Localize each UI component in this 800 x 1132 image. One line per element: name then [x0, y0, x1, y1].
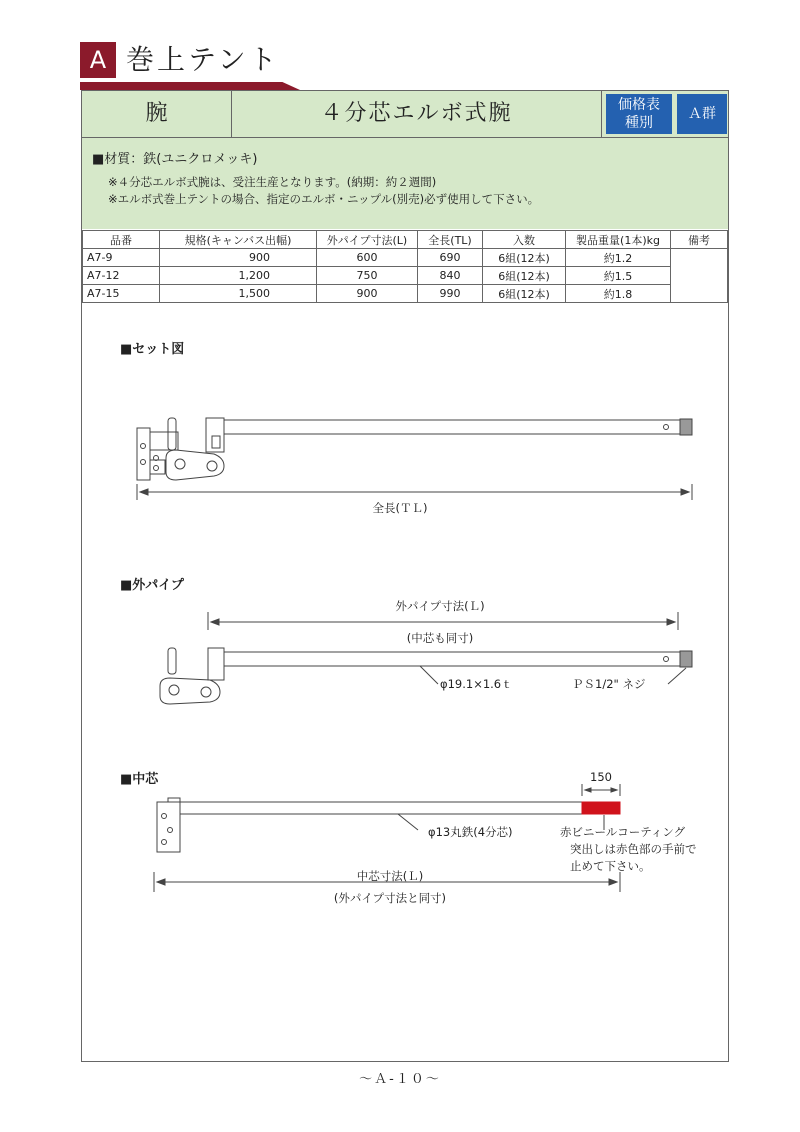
price-group-value: Ａ群 — [677, 94, 727, 134]
table-row — [83, 267, 728, 285]
coat-note-2: 突出しは赤色部の手前で — [570, 842, 697, 856]
table-row — [83, 285, 728, 303]
core-dim-sub: (外パイプ寸法と同寸) — [333, 891, 447, 905]
red-coating — [582, 802, 620, 814]
outer-pipe-diagram — [0, 600, 800, 710]
core-title: ■中芯 — [120, 772, 159, 787]
coat-note-3: 止めて下さい。 — [570, 859, 651, 873]
cell: 990 — [418, 285, 483, 303]
col-header: 入数 — [483, 231, 566, 249]
section-title: 巻上テント — [126, 43, 280, 76]
thread-label: ＰＳ1/2" ネジ — [572, 677, 646, 691]
table-row — [83, 249, 728, 267]
spec-table — [82, 230, 728, 303]
page-number: ～Ａ-１０～ — [359, 1072, 441, 1087]
col-header: 規格(キャンバス出幅) — [160, 231, 317, 249]
cell: 6組(12本) — [483, 267, 566, 285]
cell: 約1.2 — [566, 249, 671, 267]
pipe-size-label: φ19.1×1.6ｔ — [440, 677, 513, 691]
cell: 6組(12本) — [483, 285, 566, 303]
product-name: ４分芯エルボ式腕 — [232, 91, 602, 137]
outer-dim-sub: (中芯も同寸) — [406, 631, 474, 645]
outer-pipe-title: ■外パイプ — [120, 578, 184, 593]
cell: A7-15 — [83, 285, 160, 303]
note-2: ※エルボ式巻上テントの場合、指定のエルボ・ニップル(別売)必ず使用して下さい。 — [108, 192, 540, 206]
cell: 690 — [418, 249, 483, 267]
rod-label: φ13丸鉄(4分芯) — [428, 825, 513, 839]
outer-dim-label: 外パイプ寸法(Ｌ) — [395, 599, 485, 613]
col-header: 備考 — [671, 231, 728, 249]
category-name: 腕 — [82, 91, 232, 137]
coat-note-1: 赤ビニールコーティング — [560, 825, 686, 839]
cell: 600 — [317, 249, 418, 267]
set-dim-label: 全長(ＴＬ) — [372, 501, 428, 515]
price-group-label — [606, 94, 672, 134]
material: ■材質：鉄(ユニクロメッキ) — [92, 152, 258, 167]
table-header-row — [83, 231, 728, 249]
note-1: ※４分芯エルボ式腕は、受注生産となります。(納期：約２週間) — [108, 175, 437, 189]
bracket-plate — [137, 428, 150, 480]
col-header: 品番 — [83, 231, 160, 249]
col-header: 外パイプ寸法(L) — [317, 231, 418, 249]
cell: A7-12 — [83, 267, 160, 285]
cell: 1,500 — [160, 285, 317, 303]
cell: 900 — [160, 249, 317, 267]
col-header: 製品重量(1本)kg — [566, 231, 671, 249]
cell: 6組(12本) — [483, 249, 566, 267]
cell: 840 — [418, 267, 483, 285]
set-diagram-title: ■セット図 — [120, 342, 185, 357]
core-dim-label: 中芯寸法(Ｌ) — [356, 869, 424, 883]
cell: 1,200 — [160, 267, 317, 285]
price-label-line2: 種別 — [625, 115, 653, 131]
coat-dim-label: 150 — [590, 770, 612, 784]
section-badge: A — [80, 42, 116, 78]
title-divider — [82, 137, 728, 138]
cell: A7-9 — [83, 249, 160, 267]
header-rule — [80, 82, 300, 90]
price-label-line1: 価格表 — [618, 97, 660, 113]
cell: 約1.5 — [566, 267, 671, 285]
remarks-cell — [671, 249, 728, 303]
cell: 900 — [317, 285, 418, 303]
col-header: 全長(TL) — [418, 231, 483, 249]
cell: 750 — [317, 267, 418, 285]
cell: 約1.8 — [566, 285, 671, 303]
